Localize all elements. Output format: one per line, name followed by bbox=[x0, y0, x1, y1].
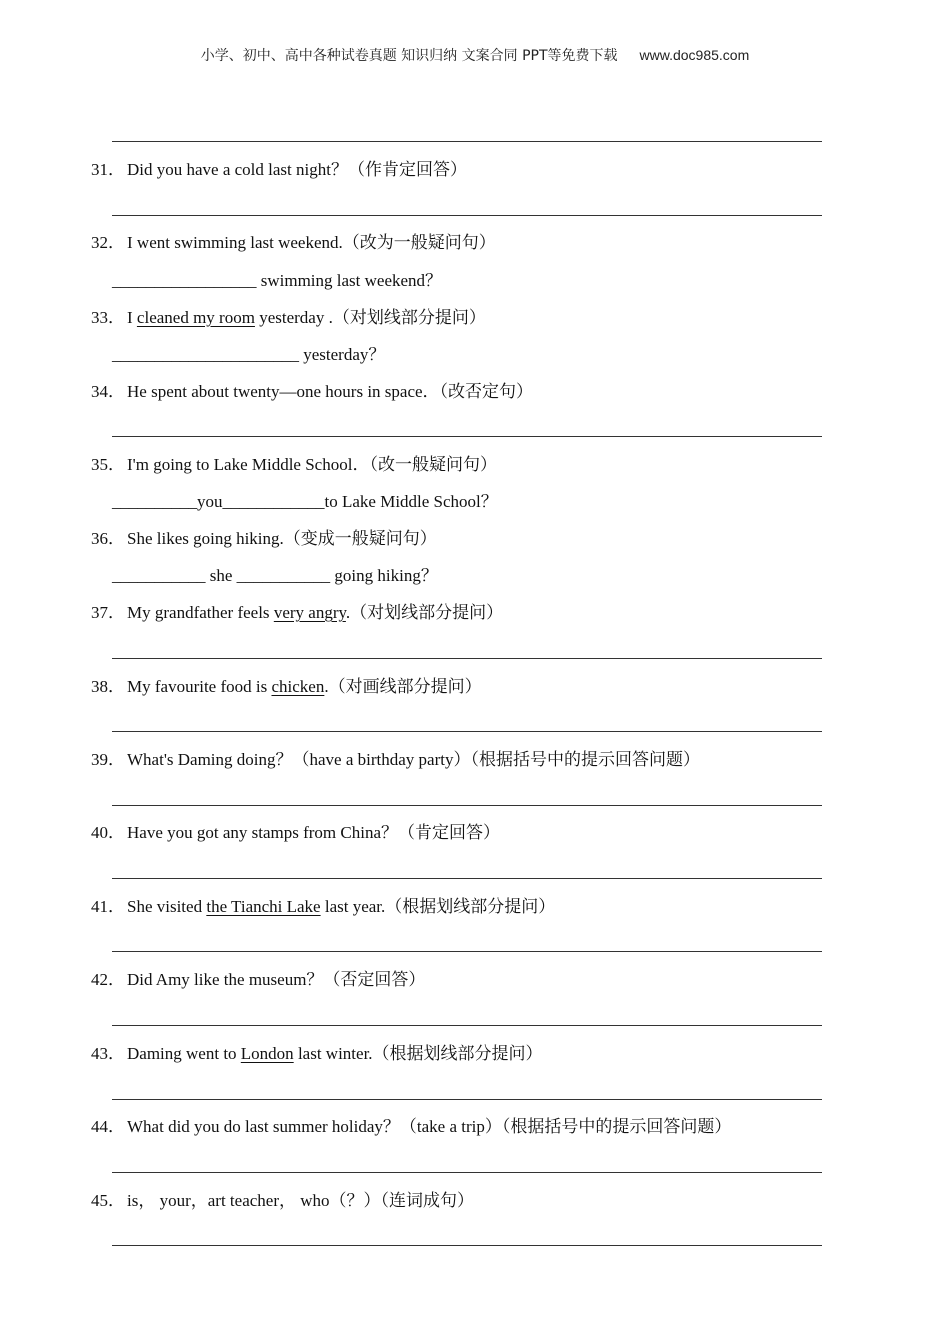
question-number: 45． bbox=[91, 1191, 125, 1210]
question-number: 34． bbox=[91, 382, 125, 401]
header-text: 小学、初中、高中各种试卷真题 知识归纳 文案合同 PPT等免费下载 bbox=[200, 48, 618, 64]
header-url[interactable]: www.doc985.com bbox=[639, 47, 750, 63]
question-44 bbox=[91, 1116, 731, 1138]
question-45 bbox=[91, 1190, 474, 1212]
question-text: What did you do last summer holiday？（take a trip）（根据括号中的提示回答问题） bbox=[127, 1117, 732, 1136]
page-header bbox=[0, 45, 950, 65]
underlined-phrase: London bbox=[240, 1044, 294, 1063]
question-number: 42． bbox=[91, 970, 125, 989]
question-number: 40． bbox=[91, 823, 125, 842]
question-text: What's Daming doing？（have a birthday party）（根据括号中的提示回答问题） bbox=[127, 750, 700, 769]
question-number: 36． bbox=[91, 529, 125, 548]
underlined-phrase: chicken bbox=[271, 677, 325, 696]
question-37 bbox=[91, 602, 503, 624]
answer-line[interactable] bbox=[112, 731, 822, 732]
answer-line[interactable] bbox=[112, 215, 822, 216]
question-text: I'm going to Lake Middle School．（改一般疑问句） bbox=[127, 455, 497, 474]
question-number: 35． bbox=[91, 455, 125, 474]
answer-line[interactable] bbox=[112, 1172, 822, 1173]
question-text: She likes going hiking.（变成一般疑问句） bbox=[127, 529, 437, 548]
question-number: 38． bbox=[91, 677, 125, 696]
question-text: Did Amy like the museum？（否定回答） bbox=[127, 970, 426, 989]
question-number: 33． bbox=[91, 308, 125, 327]
question-text: Have you got any stamps from China？（肯定回答） bbox=[127, 823, 501, 842]
fill-blank-line[interactable]: ___________ she ___________ going hiking？ bbox=[112, 566, 438, 585]
question-32 bbox=[91, 232, 496, 254]
question-text-post: last winter.（根据划线部分提问） bbox=[293, 1044, 543, 1063]
question-35 bbox=[91, 454, 497, 476]
question-text-pre: My grandfather feels bbox=[127, 603, 274, 622]
answer-line[interactable] bbox=[112, 805, 822, 806]
question-40 bbox=[91, 822, 500, 844]
question-text-post: last year.（根据划线部分提问） bbox=[320, 897, 556, 916]
question-text: Did you have a cold last night？（作肯定回答） bbox=[127, 160, 467, 179]
question-number: 32． bbox=[91, 233, 125, 252]
question-text: is， your，art teacher， who（？）（连词成句） bbox=[127, 1191, 475, 1210]
question-text-pre: My favourite food is bbox=[127, 677, 272, 696]
question-36 bbox=[91, 528, 437, 550]
question-34 bbox=[91, 381, 533, 403]
question-text-pre: Daming went to bbox=[127, 1044, 241, 1063]
question-text-post: yesterday .（对划线部分提问） bbox=[254, 308, 486, 327]
answer-line[interactable] bbox=[112, 658, 822, 659]
answer-line[interactable] bbox=[112, 951, 822, 952]
question-38 bbox=[91, 676, 482, 698]
question-33 bbox=[91, 307, 486, 329]
question-41 bbox=[91, 896, 555, 918]
answer-line[interactable] bbox=[112, 1245, 822, 1246]
answer-line[interactable] bbox=[112, 1099, 822, 1100]
question-text-post: .（对划线部分提问） bbox=[345, 603, 504, 622]
answer-line[interactable] bbox=[112, 436, 822, 437]
question-31 bbox=[91, 159, 467, 181]
underlined-phrase: very angry bbox=[273, 603, 346, 622]
question-number: 44． bbox=[91, 1117, 125, 1136]
question-number: 37． bbox=[91, 603, 125, 622]
question-text: I went swimming last weekend.（改为一般疑问句） bbox=[127, 233, 496, 252]
question-43 bbox=[91, 1043, 543, 1065]
fill-blank-line[interactable]: ______________________ yesterday？ bbox=[112, 345, 386, 364]
underlined-phrase: the Tianchi Lake bbox=[206, 897, 321, 916]
question-39 bbox=[91, 749, 700, 771]
question-text-post: .（对画线部分提问） bbox=[324, 677, 482, 696]
question-number: 41． bbox=[91, 897, 125, 916]
fill-blank-line[interactable]: _________________ swimming last weekend？ bbox=[112, 271, 443, 290]
question-number: 43． bbox=[91, 1044, 125, 1063]
question-number: 31． bbox=[91, 160, 125, 179]
question-text-pre: I bbox=[127, 308, 137, 327]
answer-line[interactable] bbox=[112, 878, 822, 879]
question-number: 39． bbox=[91, 750, 125, 769]
question-text-pre: She visited bbox=[127, 897, 207, 916]
question-42 bbox=[91, 969, 425, 991]
question-text: He spent about twenty—one hours in space．（改否定句） bbox=[127, 382, 534, 401]
underlined-phrase: cleaned my room bbox=[136, 308, 255, 327]
fill-blank-line[interactable]: __________you____________to Lake Middle School？ bbox=[112, 492, 498, 511]
answer-line[interactable] bbox=[112, 1025, 822, 1026]
answer-line[interactable] bbox=[112, 141, 822, 142]
